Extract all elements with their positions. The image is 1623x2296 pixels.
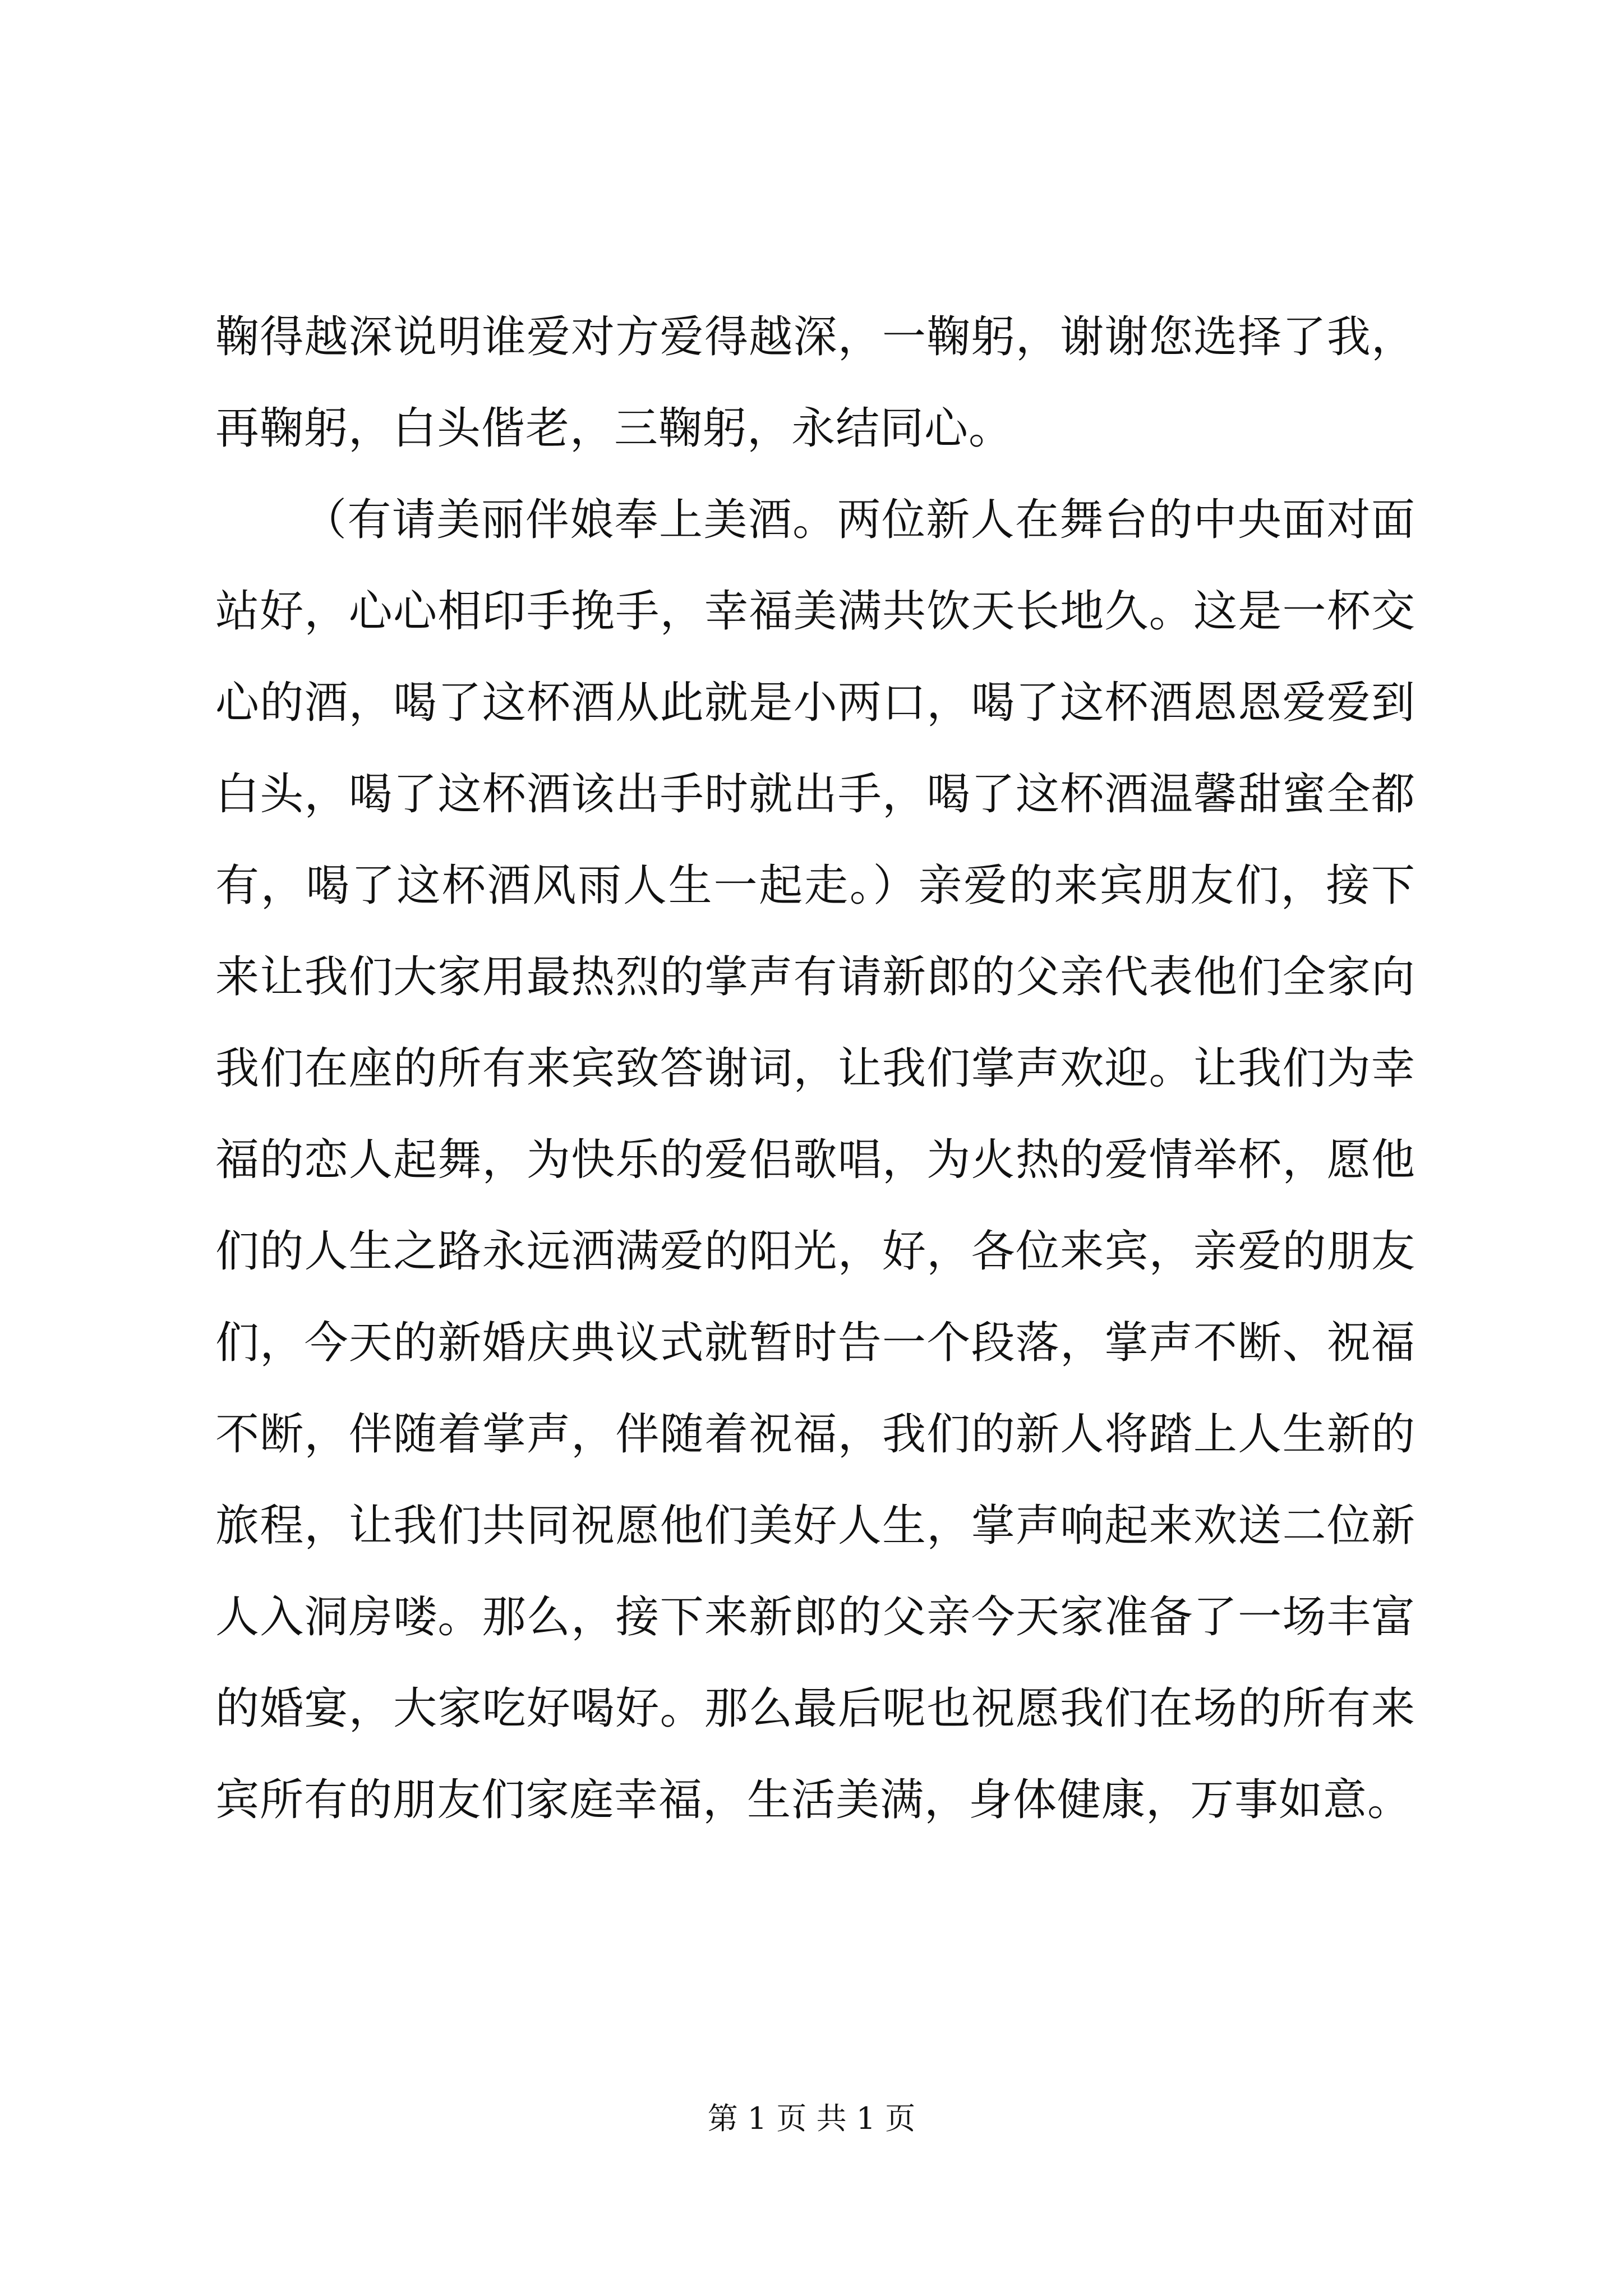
- page-footer: 第 1 页 共 1 页: [707, 2101, 916, 2136]
- paragraph-1: 鞠得越深说明谁爱对方爱得越深，一鞠躬，谢谢您选择了我，再鞠躬，白头偕老，三鞠躬，永结同心。: [215, 312, 1415, 454]
- paragraph-2: （有请美丽伴娘奉上美酒。两位新人在舞台的中央面对面站好，心心相印手挽手，幸福美满共饮天长地久。这是一杯交心的酒，喝了这杯酒从此就是小两口，喝了这杯酒恩恩爱爱到白头，喝了这杯酒该出手时就出手，喝了这杯酒温馨甜蜜全都有，喝了这杯酒风雨人生一起走。）亲爱的来宾朋友们，接下来让我们大家用最热烈的掌声有请新郎的父亲代表他们全家向我们在座的所有来宾致答谢词，让我们掌声欢迎。让我们为幸福的恋人起舞，为快乐的爱侣歌唱，为火热的爱情举杯，愿他们的人生之路永远洒满爱的阳光，好，各位来宾，亲爱的朋友们，今天的新婚庆典议式就暂时告一个段落，掌声不断、祝福不断，伴随着掌声，伴随着祝福，我们的新人将踏上人生新的旅程，让我们共同祝愿他们美好人生，掌声响起来欢送二位新人入洞房喽。那么，接下来新郎的父亲今天家准备了一场丰富的婚宴，大家吃好喝好。那么最后呢也祝愿我们在场的所有来宾所有的朋友们家庭幸福，生活美满，身体健康，万事如意。: [215, 495, 1415, 1825]
- document-body: [215, 292, 1415, 1846]
